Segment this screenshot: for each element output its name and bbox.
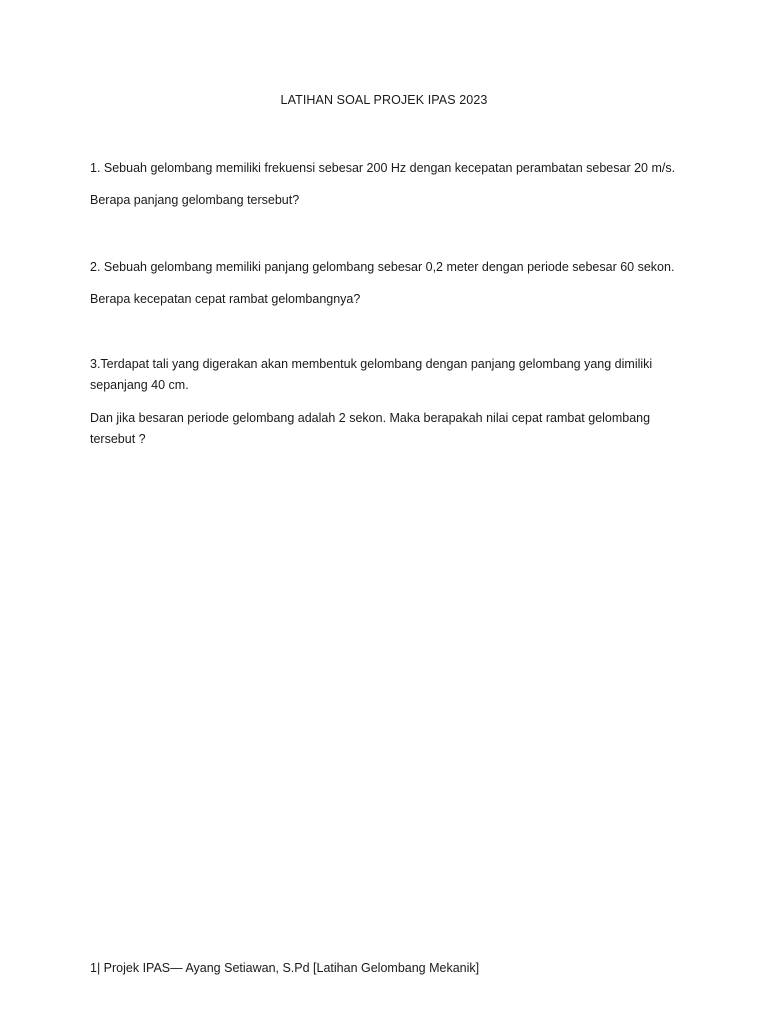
page-footer: 1| Projek IPAS— Ayang Setiawan, S.Pd [Latihan Gelombang Mekanik] — [90, 961, 480, 975]
question-1-text: 1. Sebuah gelombang memiliki frekuensi sebesar 200 Hz dengan kecepatan perambatan sebesar 20 m/s. — [90, 161, 676, 175]
question-1-prompt: Berapa panjang gelombang tersebut? — [90, 193, 300, 207]
question-2-prompt: Berapa kecepatan cepat rambat gelombangnya? — [90, 292, 361, 306]
question-3-prompt: Dan jika besaran periode gelombang adalah 2 sekon. Maka berapakah nilai cepat rambat gelombang tersebut ? — [90, 411, 651, 446]
question-2-text: 2. Sebuah gelombang memiliki panjang gelombang sebesar 0,2 meter dengan periode sebesar 60 sekon. — [90, 260, 675, 274]
document-title: LATIHAN SOAL PROJEK IPAS 2023 — [280, 93, 488, 107]
question-3-text: 3.Terdapat tali yang digerakan akan membentuk gelombang dengan panjang gelombang yang dimiliki sepanjang 40 cm. — [90, 357, 653, 392]
